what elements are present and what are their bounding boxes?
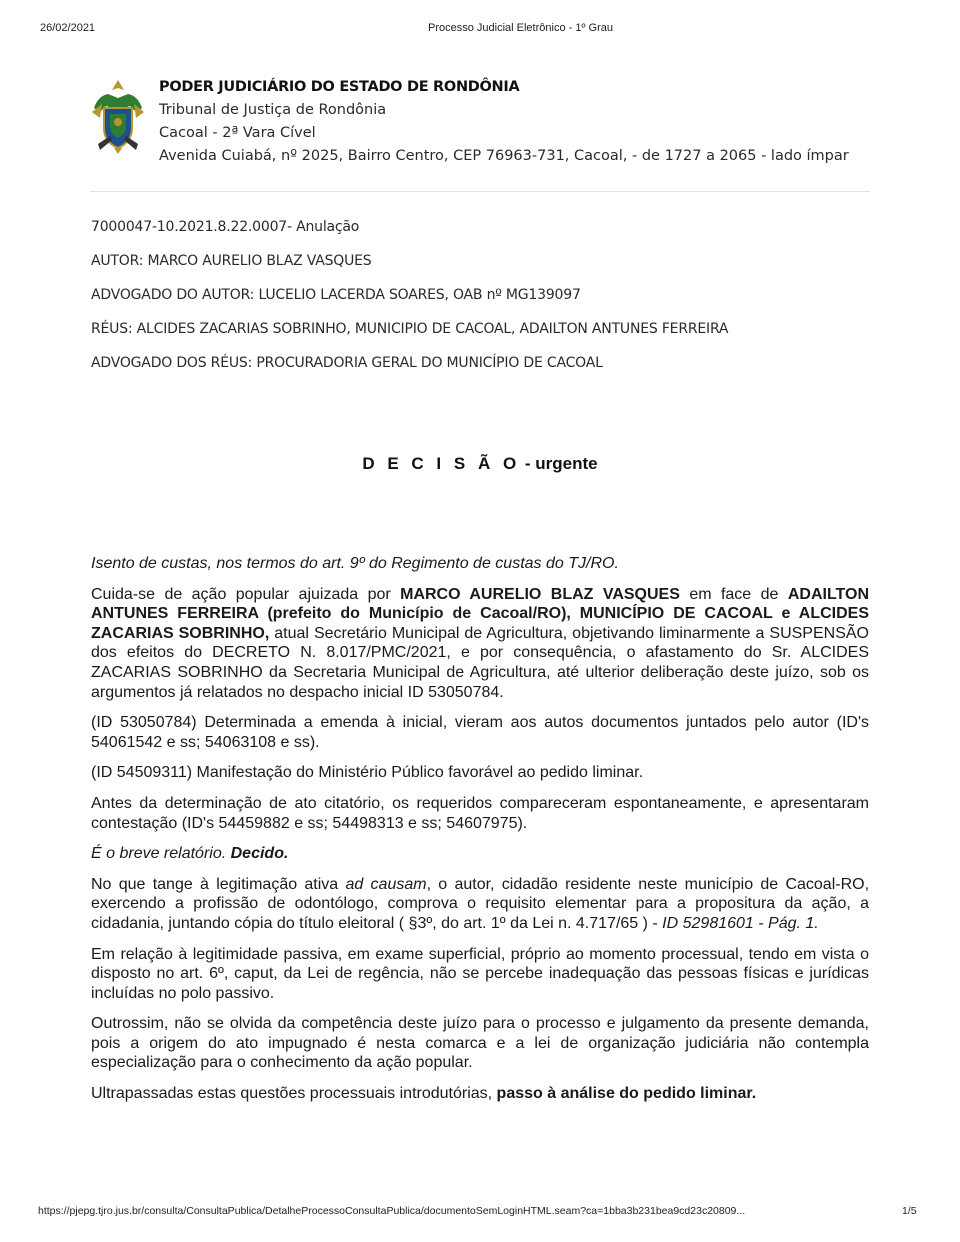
paragraph-preliminary: Ultrapassadas estas questões processuais introdutórias, passo à análise do pedido liminar. bbox=[91, 1085, 757, 1103]
court-vara: Cacoal - 2ª Vara Cível bbox=[159, 125, 316, 141]
case-number: 7000047-10.2021.8.22.0007- Anulação bbox=[91, 219, 360, 235]
paragraph-costs: Isento de custas, nos termos do art. 9º do Regimento de custas do TJ/RO. bbox=[91, 555, 619, 572]
paragraph-amendment: (ID 53050784) Determinada a emenda à inicial, vieram aos autos documentos juntados pelo autor (ID's 54061542 e ss; 54063108 e ss). bbox=[91, 714, 869, 751]
print-title: Processo Judicial Eletrônico - 1º Grau bbox=[428, 22, 613, 34]
page-number: 1/5 bbox=[902, 1205, 917, 1217]
court-address: Avenida Cuiabá, nº 2025, Bairro Centro, CEP 76963-731, Cacoal, - de 1727 a 2065 - lado ímpar bbox=[159, 148, 849, 164]
case-author-lawyer: ADVOGADO DO AUTOR: LUCELIO LACERDA SOARES, OAB nº MG139097 bbox=[91, 287, 581, 303]
paragraph-report: É o breve relatório. Decido. bbox=[91, 845, 289, 863]
court-name: PODER JUDICIÁRIO DO ESTADO DE RONDÔNIA bbox=[159, 79, 520, 95]
print-header bbox=[0, 22, 960, 38]
print-date: 26/02/2021 bbox=[40, 22, 96, 34]
coat-of-arms-icon bbox=[88, 78, 148, 154]
paragraph-active-standing: No que tange à legitimação ativa ad causam, o autor, cidadão residente neste município de Cacoal-RO, exercendo a profissão de odontólogo, comprova o requisito elementar para a propositura da ação, a cidadania, juntando cópia do título eleitoral ( §3º, do art. 1º da Lei n. 4.717/65 ) - ID 52981601 - Pág. 1. bbox=[91, 875, 870, 932]
print-url: https://pjepg.tjro.jus.br/consulta/ConsultaPublica/DetalheProcessoConsultaPublica/documentoSemLoginHTML.seam?ca=1bba3b231bea9cd23c20809... bbox=[38, 1205, 746, 1217]
paragraph-ministry: (ID 54509311) Manifestação do Ministério Público favorável ao pedido liminar. bbox=[91, 764, 644, 782]
header-divider bbox=[90, 191, 870, 192]
paragraph-contestation: Antes da determinação de ato citatório, os requeridos compareceram espontaneamente, e apresentaram contestação (ID's 54459882 e ss; 54498313 e ss; 54607975). bbox=[91, 794, 869, 832]
decision-title-main: D E C I S Ã O bbox=[362, 454, 521, 473]
decision-title-suffix: - urgente bbox=[520, 454, 598, 473]
case-defendants-lawyer: ADVOGADO DOS RÉUS: PROCURADORIA GERAL DO MUNICÍPIO DE CACOAL bbox=[91, 355, 603, 371]
paragraph-competence: Outrossim, não se olvida da competência deste juízo para o processo e julgamento da presente demanda, pois a origem do ato impugnado é nesta comarca e a lei de organização judiciária não contempla especialização para o conhecimento da ação popular. bbox=[91, 1015, 869, 1072]
paragraph-passive-standing: Em relação à legitimidade passiva, em exame superficial, próprio ao momento processual, tendo em vista o disposto no art. 6º, caput, da Lei de regência, não se percebe inadequação das pessoas físicas e jurídicas incluídas no polo passivo. bbox=[91, 945, 869, 1002]
decision-body bbox=[91, 554, 869, 1115]
court-tribunal: Tribunal de Justiça de Rondônia bbox=[159, 102, 387, 118]
case-author: AUTOR: MARCO AURELIO BLAZ VASQUES bbox=[91, 253, 372, 269]
paragraph-summary: Cuida-se de ação popular ajuizada por MARCO AURELIO BLAZ VASQUES em face de ADAILTON ANTUNES FERREIRA (prefeito do Município de Cacoal/RO), MUNICÍPIO DE CACOAL e ALCIDES ZACARIAS SOBRINHO, atual Secretário Municipal de Agricultura, objetivando liminarmente a SUSPENSÃO dos efeitos do DECRETO N. 8.017/PMC/2021, e por consequência, o afastamento do Sr. ALCIDES ZACARIAS SOBRINHO da Secretaria Municipal de Agricultura, até ulterior deliberação deste juízo, sob os argumentos já relatados no despacho inicial ID 53050784. bbox=[91, 585, 870, 701]
case-parties bbox=[91, 216, 728, 386]
decision-title bbox=[0, 454, 960, 474]
case-defendants: RÉUS: ALCIDES ZACARIAS SOBRINHO, MUNICIPIO DE CACOAL, ADAILTON ANTUNES FERREIRA bbox=[91, 321, 729, 337]
